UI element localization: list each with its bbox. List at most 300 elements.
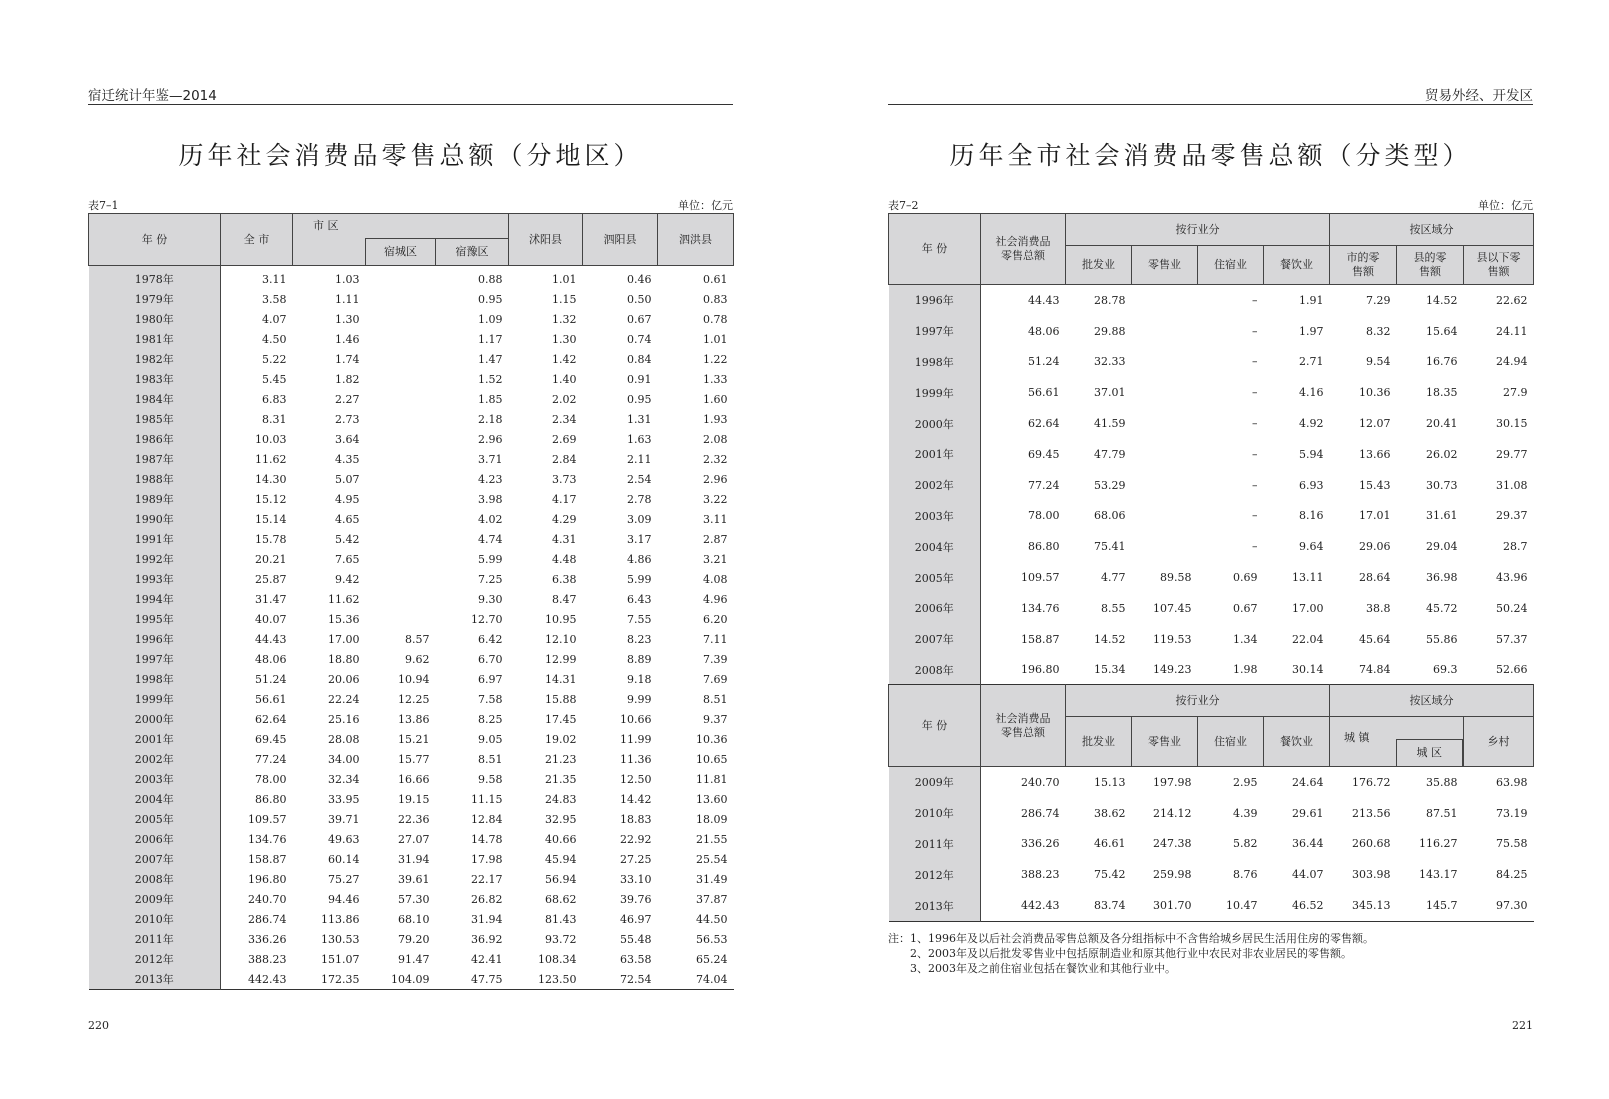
- data-cell: 6.70: [478, 652, 503, 666]
- data-cell: 6.97: [478, 672, 503, 686]
- data-cell: 3.11: [262, 272, 287, 286]
- data-cell: 0.91: [627, 372, 652, 386]
- header-year: 年 份: [89, 214, 221, 266]
- data-cell: 32.34: [328, 772, 360, 786]
- data-cell: 11.62: [255, 452, 287, 466]
- table-row: [89, 669, 734, 689]
- data-cell: 5.22: [262, 352, 287, 366]
- data-cell: 22.92: [620, 832, 652, 846]
- table-row: [889, 439, 1534, 470]
- data-cell: 1.34: [1233, 632, 1258, 646]
- row-year: 1990年: [89, 509, 221, 529]
- table-row: [89, 809, 734, 829]
- data-cell: [1132, 531, 1198, 562]
- row-year: 2008年: [89, 869, 221, 889]
- data-cell: –: [1252, 509, 1258, 523]
- data-cell: 7.65: [335, 552, 360, 566]
- data-cell: 25.87: [255, 572, 287, 586]
- data-cell: 86.80: [255, 792, 287, 806]
- table-row: [889, 859, 1534, 890]
- row-year: 1981年: [89, 329, 221, 349]
- data-cell: 27.25: [620, 852, 652, 866]
- data-cell: 5.42: [335, 532, 360, 546]
- data-cell: 37.87: [696, 892, 728, 906]
- data-cell: 116.27: [1419, 837, 1458, 851]
- data-cell: 8.32: [1366, 324, 1391, 338]
- data-cell: 57.30: [398, 892, 430, 906]
- data-cell: 3.73: [552, 472, 577, 486]
- data-cell: 17.00: [1292, 601, 1324, 615]
- data-cell: 0.69: [1233, 571, 1258, 585]
- data-cell: 130.53: [321, 932, 360, 946]
- header-catering: 餐饮业: [1264, 717, 1330, 767]
- data-cell: 20.06: [328, 672, 360, 686]
- data-cell: 336.26: [1021, 837, 1060, 851]
- data-cell: 12.70: [471, 612, 503, 626]
- data-cell: 28.7: [1503, 540, 1528, 554]
- data-cell: 44.43: [255, 632, 287, 646]
- data-cell: 240.70: [1021, 775, 1060, 789]
- data-cell: 15.14: [255, 512, 287, 526]
- data-cell: 1.85: [478, 392, 503, 406]
- data-cell: 0.78: [703, 312, 728, 326]
- data-cell: 4.95: [335, 492, 360, 506]
- data-cell: 10.95: [545, 612, 577, 626]
- data-cell: 214.12: [1153, 806, 1192, 820]
- data-cell: 2.08: [703, 432, 728, 446]
- header-rural: 乡村: [1464, 717, 1534, 767]
- row-year: 1998年: [889, 347, 981, 378]
- data-cell: –: [1252, 478, 1258, 492]
- table-row: [889, 593, 1534, 624]
- data-cell: 213.56: [1352, 806, 1391, 820]
- data-cell: 1.52: [478, 372, 503, 386]
- data-cell: 77.24: [255, 752, 287, 766]
- data-cell: 2.18: [478, 412, 503, 426]
- data-cell: 4.17: [552, 492, 577, 506]
- data-cell: 286.74: [248, 912, 287, 926]
- data-cell: 14.78: [471, 832, 503, 846]
- data-cell: 3.17: [627, 532, 652, 546]
- data-cell: 74.04: [696, 972, 728, 986]
- data-cell: [366, 529, 436, 549]
- data-cell: [1132, 316, 1198, 347]
- data-cell: 0.61: [703, 272, 728, 286]
- row-year: 2006年: [89, 829, 221, 849]
- data-cell: 259.98: [1153, 868, 1192, 882]
- row-year: 2002年: [89, 749, 221, 769]
- table-row: [889, 501, 1534, 532]
- data-cell: 18.83: [620, 812, 652, 826]
- data-cell: 134.76: [1021, 601, 1060, 615]
- row-year: 2002年: [889, 470, 981, 501]
- data-cell: 1.15: [552, 292, 577, 306]
- data-cell: 6.38: [552, 572, 577, 586]
- data-cell: 15.88: [545, 692, 577, 706]
- data-cell: 3.11: [703, 512, 728, 526]
- data-cell: 41.59: [1094, 417, 1126, 431]
- data-cell: 30.73: [1426, 478, 1458, 492]
- header-wholesale: 批发业: [1066, 246, 1132, 285]
- data-cell: 56.61: [255, 692, 287, 706]
- data-cell: 4.23: [478, 472, 503, 486]
- data-cell: 55.48: [620, 932, 652, 946]
- data-cell: 2.34: [552, 412, 577, 426]
- data-cell: 1.91: [1299, 293, 1324, 307]
- data-cell: 1.97: [1299, 324, 1324, 338]
- data-cell: 1.01: [703, 332, 728, 346]
- data-cell: 77.24: [1028, 478, 1060, 492]
- data-cell: 28.08: [328, 732, 360, 746]
- data-cell: 4.48: [552, 552, 577, 566]
- data-cell: 75.27: [328, 872, 360, 886]
- data-cell: 83.74: [1094, 899, 1126, 913]
- row-year: 1984年: [89, 389, 221, 409]
- data-cell: 8.31: [262, 412, 287, 426]
- table-row: [889, 798, 1534, 829]
- data-cell: 21.23: [545, 752, 577, 766]
- data-cell: 1.01: [552, 272, 577, 286]
- data-cell: 10.03: [255, 432, 287, 446]
- header-sihong: 泗洪县: [658, 214, 734, 266]
- data-cell: 7.55: [627, 612, 652, 626]
- header-urban-area-cell: [1397, 717, 1464, 767]
- data-cell: 4.35: [335, 452, 360, 466]
- data-cell: 0.84: [627, 352, 652, 366]
- data-cell: 15.43: [1359, 478, 1391, 492]
- data-cell: 6.20: [703, 612, 728, 626]
- data-cell: 1.09: [478, 312, 503, 326]
- data-cell: 301.70: [1153, 899, 1192, 913]
- header-by-industry: 按行业分: [1066, 685, 1330, 717]
- table-row: [89, 929, 734, 949]
- data-cell: 25.54: [696, 852, 728, 866]
- data-cell: 46.52: [1292, 899, 1324, 913]
- row-year: 2010年: [89, 909, 221, 929]
- data-cell: 43.96: [1496, 571, 1528, 585]
- footnotes: [888, 931, 1374, 976]
- table-row: [89, 649, 734, 669]
- data-cell: 5.99: [478, 552, 503, 566]
- data-cell: 29.61: [1292, 806, 1324, 820]
- data-cell: 143.17: [1419, 868, 1458, 882]
- table-row: [889, 531, 1534, 562]
- data-cell: 9.54: [1366, 355, 1391, 369]
- data-cell: 45.64: [1359, 632, 1391, 646]
- table-row: [889, 624, 1534, 655]
- data-cell: 17.45: [545, 712, 577, 726]
- data-cell: 2.11: [627, 452, 652, 466]
- data-cell: 303.98: [1352, 868, 1391, 882]
- data-cell: –: [1252, 324, 1258, 338]
- data-cell: 33.10: [620, 872, 652, 886]
- table-row: [89, 309, 734, 329]
- header-catering: 餐饮业: [1264, 246, 1330, 285]
- data-cell: 240.70: [248, 892, 287, 906]
- data-cell: 0.67: [627, 312, 652, 326]
- header-retail: 零售业: [1132, 717, 1198, 767]
- data-cell: 27.07: [398, 832, 430, 846]
- data-cell: [366, 589, 436, 609]
- row-year: 2000年: [889, 408, 981, 439]
- data-cell: 14.30: [255, 472, 287, 486]
- data-cell: 11.15: [471, 792, 503, 806]
- data-cell: [1132, 347, 1198, 378]
- data-cell: 74.84: [1359, 663, 1391, 677]
- header-city-retail: 市的零 售额: [1330, 246, 1397, 285]
- table-row: [89, 969, 734, 990]
- data-cell: [1132, 439, 1198, 470]
- data-cell: 40.07: [255, 612, 287, 626]
- running-head-text: 宿迁统计年鉴—2014: [88, 88, 217, 104]
- data-cell: 12.50: [620, 772, 652, 786]
- data-cell: 33.95: [328, 792, 360, 806]
- data-cell: 3.64: [335, 432, 360, 446]
- data-cell: 31.61: [1426, 509, 1458, 523]
- running-head-text: 贸易外经、开发区: [1425, 88, 1533, 104]
- data-cell: 46.61: [1094, 837, 1126, 851]
- data-cell: 0.88: [478, 272, 503, 286]
- data-cell: 20.41: [1426, 417, 1458, 431]
- data-cell: 18.80: [328, 652, 360, 666]
- data-cell: 84.25: [1496, 868, 1528, 882]
- data-cell: 345.13: [1352, 899, 1391, 913]
- row-year: 1993年: [89, 569, 221, 589]
- data-cell: 7.25: [478, 572, 503, 586]
- data-cell: [366, 569, 436, 589]
- header-by-area: 按区域分: [1330, 685, 1534, 717]
- data-cell: 34.00: [328, 752, 360, 766]
- data-cell: 51.24: [1028, 355, 1060, 369]
- data-cell: 2.02: [552, 392, 577, 406]
- data-cell: [1132, 501, 1198, 532]
- data-cell: 36.44: [1292, 837, 1324, 851]
- data-cell: 29.06: [1359, 540, 1391, 554]
- data-cell: 3.58: [262, 292, 287, 306]
- data-cell: 9.58: [478, 772, 503, 786]
- data-cell: 57.37: [1496, 632, 1528, 646]
- data-cell: 0.46: [627, 272, 652, 286]
- data-cell: 38.62: [1094, 806, 1126, 820]
- data-cell: 6.42: [478, 632, 503, 646]
- data-cell: 4.07: [262, 312, 287, 326]
- data-cell: 123.50: [538, 972, 577, 986]
- row-year: 2006年: [889, 593, 981, 624]
- data-cell: 8.51: [478, 752, 503, 766]
- data-cell: 10.47: [1226, 899, 1258, 913]
- data-cell: 4.65: [335, 512, 360, 526]
- table-row: [89, 749, 734, 769]
- data-cell: 21.55: [696, 832, 728, 846]
- running-head: [88, 84, 733, 105]
- table-row: [89, 529, 734, 549]
- row-year: 1988年: [89, 469, 221, 489]
- data-cell: 19.15: [398, 792, 430, 806]
- data-cell: 31.08: [1496, 478, 1528, 492]
- data-cell: 78.00: [1028, 509, 1060, 523]
- table-row: [89, 589, 734, 609]
- data-cell: 87.51: [1426, 806, 1458, 820]
- data-cell: 51.24: [255, 672, 287, 686]
- data-cell: 158.87: [248, 852, 287, 866]
- data-cell: 40.66: [545, 832, 577, 846]
- data-cell: 6.93: [1299, 478, 1324, 492]
- data-cell: 1.42: [552, 352, 577, 366]
- data-cell: 1.98: [1233, 663, 1258, 677]
- data-cell: 47.79: [1094, 447, 1126, 461]
- table-row: [89, 689, 734, 709]
- data-cell: 8.16: [1299, 509, 1324, 523]
- data-cell: [366, 389, 436, 409]
- row-year: 2010年: [889, 798, 981, 829]
- row-year: 2013年: [89, 969, 221, 990]
- data-cell: [366, 609, 436, 629]
- header-by-area: 按区域分: [1330, 214, 1534, 246]
- data-cell: 13.11: [1292, 571, 1324, 585]
- data-cell: 108.34: [538, 952, 577, 966]
- data-cell: 2.78: [627, 492, 652, 506]
- data-cell: 68.10: [398, 912, 430, 926]
- header-county-retail: 县的零 售额: [1397, 246, 1464, 285]
- data-cell: 1.93: [703, 412, 728, 426]
- data-cell: 53.29: [1094, 478, 1126, 492]
- data-cell: 16.66: [398, 772, 430, 786]
- data-cell: 10.94: [398, 672, 430, 686]
- table-by-type-2009-2013: [888, 684, 1534, 922]
- data-cell: 15.78: [255, 532, 287, 546]
- page-number: 220: [88, 1019, 109, 1032]
- row-year: 1998年: [89, 669, 221, 689]
- data-cell: 1.60: [703, 392, 728, 406]
- table-row: [889, 767, 1534, 798]
- table-row: [89, 289, 734, 309]
- data-cell: 63.98: [1496, 775, 1528, 789]
- data-cell: 8.57: [405, 632, 430, 646]
- row-year: 1985年: [89, 409, 221, 429]
- row-year: 2007年: [89, 849, 221, 869]
- data-cell: 2.27: [335, 392, 360, 406]
- data-cell: 48.06: [255, 652, 287, 666]
- row-year: 2012年: [889, 859, 981, 890]
- row-year: 1999年: [889, 377, 981, 408]
- data-cell: 11.81: [696, 772, 728, 786]
- data-cell: 2.71: [1299, 355, 1324, 369]
- data-cell: 9.62: [405, 652, 430, 666]
- data-cell: 1.46: [335, 332, 360, 346]
- data-cell: 14.42: [620, 792, 652, 806]
- row-year: 2012年: [89, 949, 221, 969]
- data-cell: 12.84: [471, 812, 503, 826]
- table-row: [89, 629, 734, 649]
- data-cell: 2.32: [703, 452, 728, 466]
- data-cell: –: [1252, 447, 1258, 461]
- data-cell: 97.30: [1496, 899, 1528, 913]
- data-cell: 31.49: [696, 872, 728, 886]
- row-year: 1999年: [89, 689, 221, 709]
- unit-label: 单位：亿元: [678, 199, 733, 212]
- data-cell: 1.74: [335, 352, 360, 366]
- table-body: [889, 285, 1534, 686]
- data-cell: 119.53: [1153, 632, 1192, 646]
- data-cell: 68.62: [545, 892, 577, 906]
- data-cell: 31.94: [398, 852, 430, 866]
- data-cell: 2.96: [478, 432, 503, 446]
- row-year: 2001年: [89, 729, 221, 749]
- data-cell: 27.9: [1503, 386, 1528, 400]
- data-cell: 60.14: [328, 852, 360, 866]
- table-row: [89, 769, 734, 789]
- data-cell: 37.01: [1094, 386, 1126, 400]
- data-cell: 24.11: [1496, 324, 1528, 338]
- data-cell: 113.86: [321, 912, 360, 926]
- row-year: 1997年: [89, 649, 221, 669]
- data-cell: [366, 549, 436, 569]
- data-cell: 31.47: [255, 592, 287, 606]
- data-cell: 4.77: [1101, 571, 1126, 585]
- data-cell: 1.11: [335, 292, 360, 306]
- footnote-1: 注：1、1996年及以后社会消费品零售总额及各分组指标中不含售给城乡居民生活用住房的零售额。: [888, 932, 1374, 945]
- data-cell: 12.07: [1359, 417, 1391, 431]
- table-by-type-1996-2008: [888, 213, 1534, 685]
- row-year: 1991年: [89, 529, 221, 549]
- row-year: 2003年: [889, 501, 981, 532]
- data-cell: 197.98: [1153, 775, 1192, 789]
- header-urban-blank: [293, 239, 366, 266]
- table-row: [89, 609, 734, 629]
- data-cell: 15.77: [398, 752, 430, 766]
- data-cell: 109.57: [1021, 571, 1060, 585]
- data-cell: 1.47: [478, 352, 503, 366]
- table-row: [89, 709, 734, 729]
- data-cell: –: [1252, 355, 1258, 369]
- data-cell: 149.23: [1153, 663, 1192, 677]
- data-cell: 8.23: [627, 632, 652, 646]
- data-cell: 4.39: [1233, 806, 1258, 820]
- data-cell: 72.54: [620, 972, 652, 986]
- data-cell: [1132, 408, 1198, 439]
- row-year: 2004年: [889, 531, 981, 562]
- data-cell: 29.88: [1094, 324, 1126, 338]
- data-cell: 14.31: [545, 672, 577, 686]
- row-year: 1997年: [889, 316, 981, 347]
- row-year: 2000年: [89, 709, 221, 729]
- header-town: 城 镇: [1330, 717, 1397, 767]
- data-cell: 79.20: [398, 932, 430, 946]
- table-row: [889, 655, 1534, 686]
- row-year: 2013年: [889, 890, 981, 921]
- row-year: 2004年: [89, 789, 221, 809]
- data-cell: 15.36: [328, 612, 360, 626]
- data-cell: 81.43: [545, 912, 577, 926]
- data-cell: 2.73: [335, 412, 360, 426]
- data-cell: 107.45: [1153, 601, 1192, 615]
- running-head: [888, 84, 1533, 105]
- data-cell: 5.99: [627, 572, 652, 586]
- row-year: 1989年: [89, 489, 221, 509]
- data-cell: 22.62: [1496, 293, 1528, 307]
- table-row: [89, 369, 734, 389]
- table-row: [89, 569, 734, 589]
- header-total: 社会消费品 零售总额: [981, 685, 1066, 767]
- row-year: 1995年: [89, 609, 221, 629]
- data-cell: 0.67: [1233, 601, 1258, 615]
- data-cell: 1.22: [703, 352, 728, 366]
- data-cell: 19.02: [545, 732, 577, 746]
- table-body: [889, 767, 1534, 922]
- row-year: 2011年: [89, 929, 221, 949]
- data-cell: 39.61: [398, 872, 430, 886]
- row-year: 1994年: [89, 589, 221, 609]
